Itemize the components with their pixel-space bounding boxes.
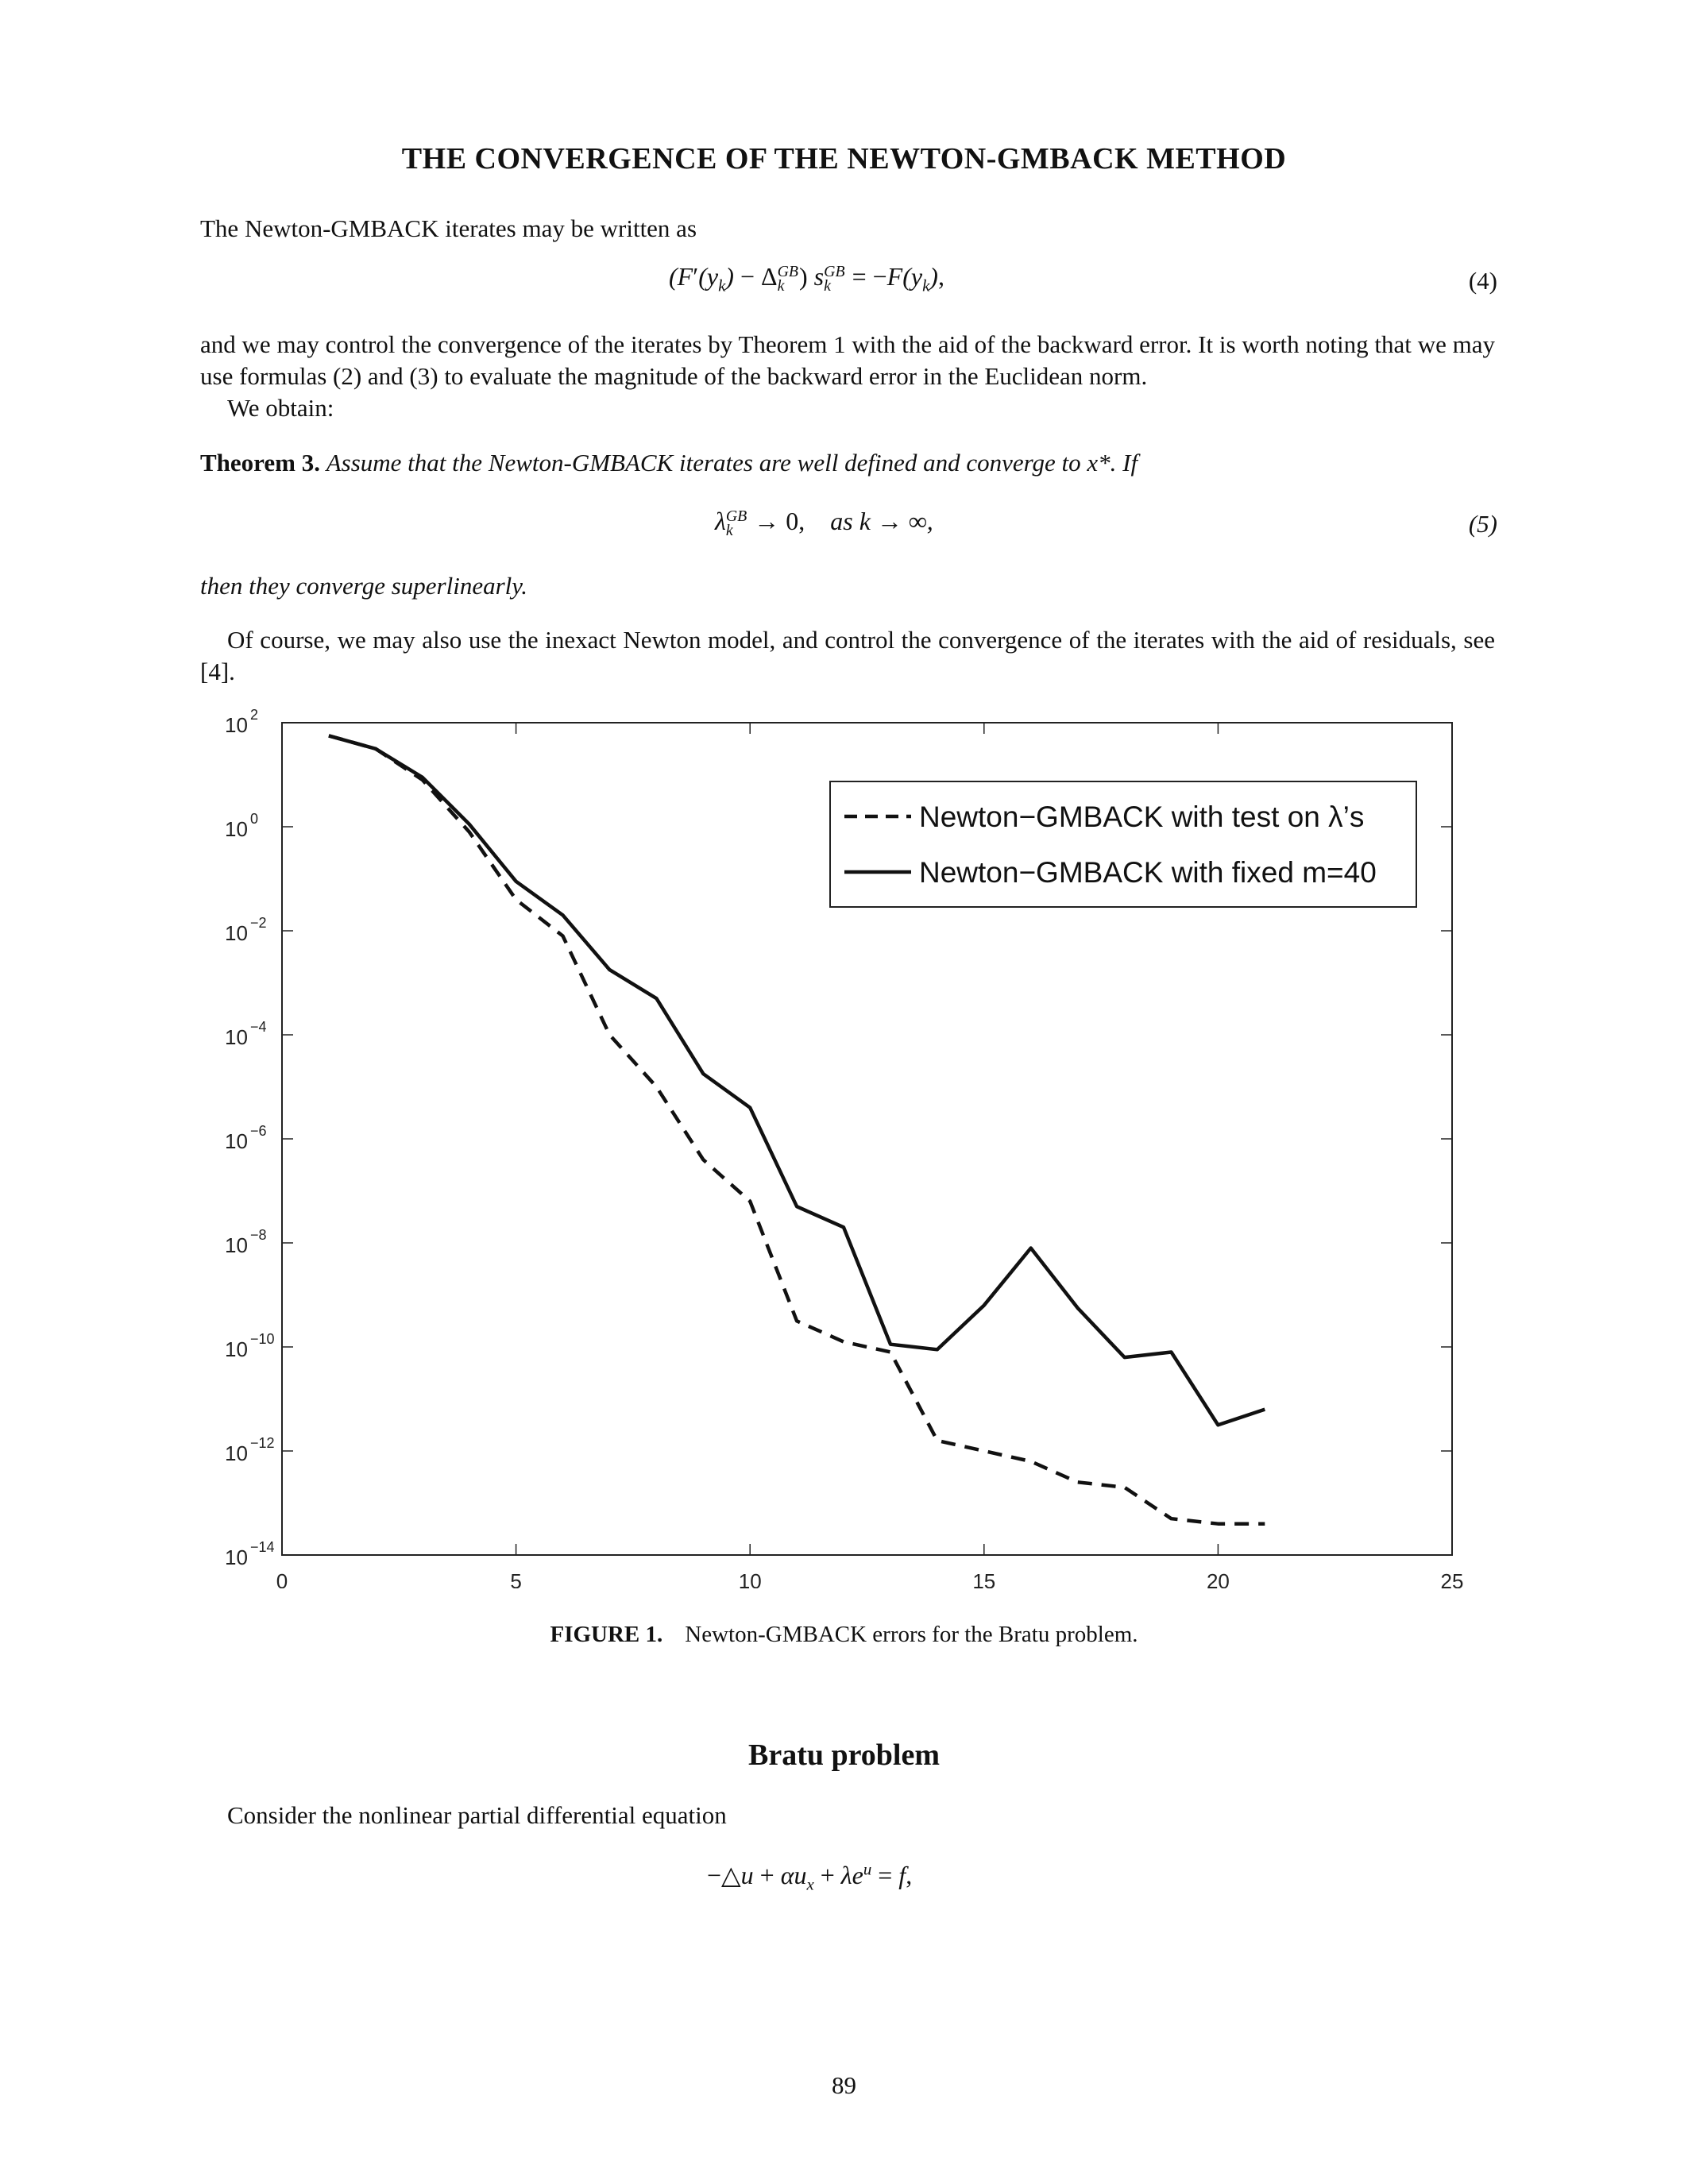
y-tick-exponent: −8 xyxy=(250,1227,267,1243)
equation-4: ($F'(y_k) - \Delta$ GB k ) s GB k = $-F(y_k)$, xyxy=(669,262,944,295)
paragraph-backward-error: and we may control the convergence of the iterates by Theorem 1 with the aid of the backward error. It is worth noting that we may use formulas (2) and (3) to evaluate the magnitude of the backward error in the Euclidean norm. xyxy=(200,330,1495,390)
y-tick-exponent: 0 xyxy=(250,811,259,827)
y-tick-exponent: −14 xyxy=(250,1539,275,1555)
y-tick-label: 10 xyxy=(225,921,248,945)
paragraph-inexact-newton: Of course, we may also use the inexact Newton model, and control the convergence of the iterates with the aid of residuals, see [4]. xyxy=(200,626,1495,685)
y-tick-label: 10 xyxy=(225,1441,248,1465)
figure-caption xyxy=(0,1622,1688,1648)
page-number: 89 xyxy=(832,2071,856,2099)
equation-5: λ GB k → 0, as k → ∞, xyxy=(715,507,933,539)
y-tick-exponent: −2 xyxy=(250,915,267,931)
intro-paragraph: The Newton-GMBACK iterates may be written as xyxy=(200,214,697,242)
y-tick-label: 10 xyxy=(225,713,248,737)
x-tick-label: 10 xyxy=(738,1569,762,1588)
equation-5-condition: as k → ∞, xyxy=(830,507,933,535)
legend-label-1: Newton−GMBACK with test on λ’s xyxy=(919,801,1365,833)
x-tick-label: 5 xyxy=(510,1569,522,1588)
y-tick-label: 10 xyxy=(225,1337,248,1361)
figure-caption-label: FIGURE 1. xyxy=(550,1622,663,1647)
legend-label-2: Newton−GMBACK with fixed m=40 xyxy=(919,856,1377,889)
figure-caption-text: Newton-GMBACK errors for the Bratu problem. xyxy=(685,1622,1138,1647)
y-tick-exponent: −4 xyxy=(250,1019,267,1035)
equation-5-number: (5) xyxy=(1468,510,1497,538)
section-heading: THE CONVERGENCE OF THE NEWTON-GMBACK METHOD xyxy=(401,142,1287,176)
y-tick-label: 10 xyxy=(225,1129,248,1153)
x-tick-label: 25 xyxy=(1440,1569,1464,1588)
subsection-title: Bratu problem xyxy=(747,1738,941,1772)
y-tick-label: 10 xyxy=(225,1233,248,1257)
bratu-equation: −△u + $\alpha u_x + \lambda e^u = f$, xyxy=(707,1860,913,1894)
x-tick-label: 20 xyxy=(1206,1569,1230,1588)
y-tick-exponent: −10 xyxy=(250,1331,275,1347)
x-tick-label: 0 xyxy=(276,1569,288,1588)
y-tick-exponent: −6 xyxy=(250,1123,267,1139)
paragraph-bratu-intro: Consider the nonlinear partial differential equation xyxy=(227,1801,727,1829)
y-tick-exponent: −12 xyxy=(250,1435,275,1451)
y-tick-label: 10 xyxy=(225,1025,248,1049)
theorem-conclusion: then they converge superlinearly. xyxy=(200,572,528,600)
theorem-statement: Assume that the Newton-GMBACK iterates are well defined and converge to x*. If xyxy=(326,449,1138,477)
y-tick-label: 10 xyxy=(225,1545,248,1569)
x-tick-label: 15 xyxy=(972,1569,996,1588)
theorem-label: Theorem 3. xyxy=(200,449,320,477)
y-tick-label: 10 xyxy=(225,817,248,841)
y-tick-exponent: 2 xyxy=(250,707,259,723)
paragraph-we-obtain: We obtain: xyxy=(227,394,334,422)
equation-4-number: (4) xyxy=(1468,267,1497,295)
